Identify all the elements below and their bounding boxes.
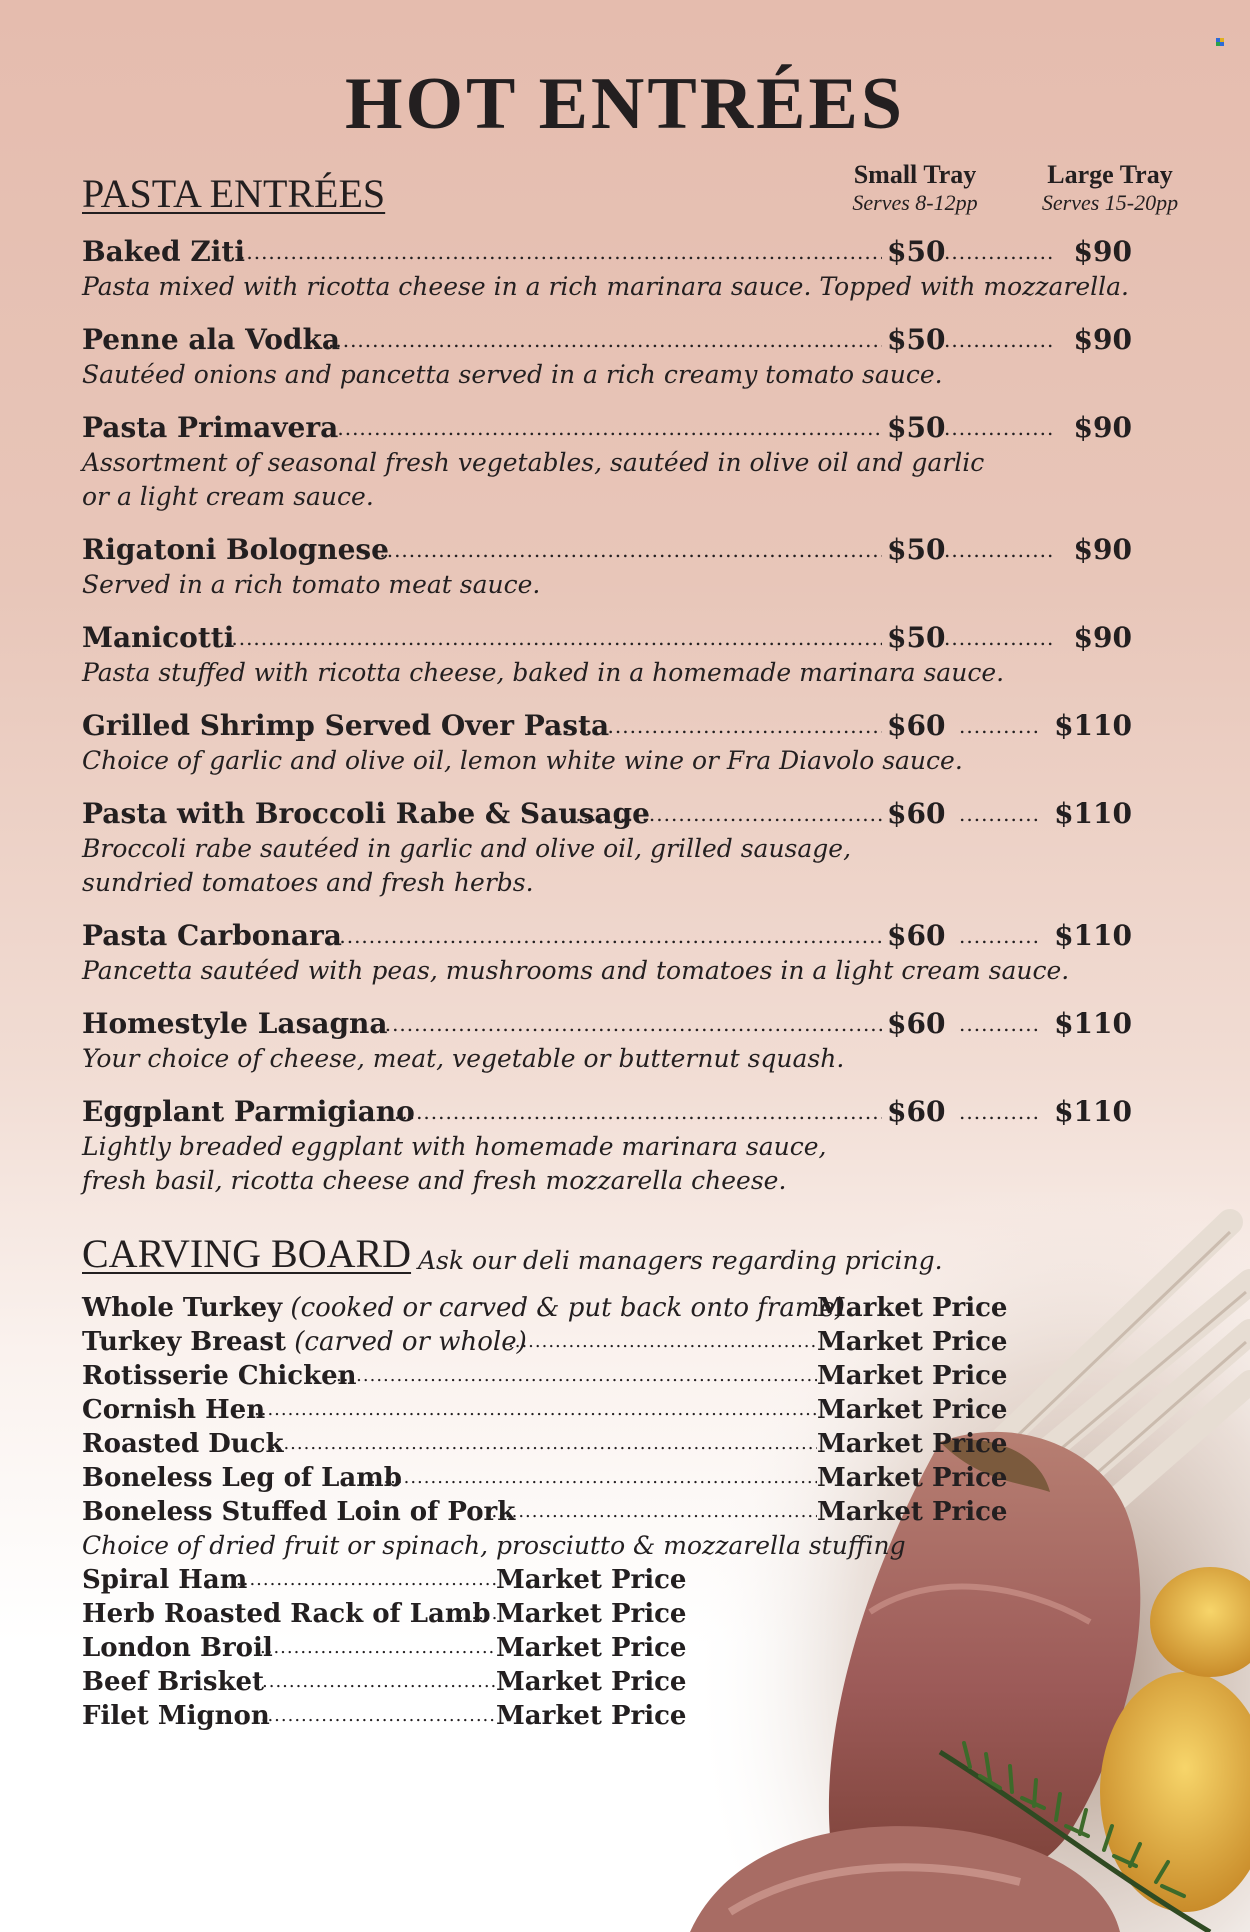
large-tray-serves: Serves 15-20pp (1041, 190, 1179, 215)
carving-item-name: Beef Brisket (82, 1667, 265, 1697)
dot-leader (508, 1325, 817, 1359)
dot-leader (372, 532, 882, 568)
dot-leader (944, 234, 1054, 270)
menu-item (82, 918, 1132, 988)
menu-item (82, 620, 1132, 690)
carving-item (82, 1563, 702, 1597)
carving-item-name: Turkey Breast (82, 1327, 286, 1357)
carving-item-name: Roasted Duck (82, 1429, 284, 1459)
dot-leader (239, 234, 882, 270)
small-price: $60 (887, 1007, 946, 1040)
carving-item-price: Market Price (817, 1463, 1008, 1493)
item-description: Assortment of seasonal fresh vegetables, sautéed in olive oil and garlic or a light cream sauce. (82, 448, 985, 511)
page-title: HOT ENTRÉES (344, 63, 906, 145)
item-description: Pasta stuffed with ricotta cheese, baked in a homemade marinara sauce. (82, 658, 1005, 687)
carving-item-name: Spiral Ham (82, 1565, 248, 1595)
carving-item-price: Market Price (817, 1395, 1008, 1425)
small-price: $50 (887, 323, 946, 356)
carving-item (82, 1359, 1008, 1393)
item-description: Broccoli rabe sautéed in garlic and olive oil, grilled sausage, sundried tomatoes and fresh herbs. (82, 834, 852, 897)
item-name: Pasta Primavera (82, 411, 339, 444)
dot-leader (328, 322, 882, 358)
carving-item (82, 1665, 702, 1699)
item-description: Choice of garlic and olive oil, lemon white wine or Fra Diavolo sauce. (82, 746, 963, 775)
dot-leader (959, 1094, 1039, 1130)
small-price: $60 (887, 797, 946, 830)
large-price: $110 (1054, 1095, 1132, 1128)
carving-item-price: Market Price (817, 1429, 1008, 1459)
item-name: Grilled Shrimp Served Over Pasta (82, 709, 610, 742)
carving-item-price: Market Price (496, 1701, 687, 1731)
item-name: Manicotti (82, 621, 235, 654)
small-price: $60 (887, 919, 946, 952)
carving-item-name: Rotisserie Chicken (82, 1361, 357, 1391)
dot-leader (370, 1461, 817, 1495)
carving-item (82, 1461, 1008, 1495)
dot-leader (224, 620, 882, 656)
small-price: $50 (887, 533, 946, 566)
dot-leader (959, 796, 1039, 832)
item-name: Penne ala Vodka (82, 323, 341, 356)
small-tray-header (815, 160, 1015, 216)
carving-item-name: Whole Turkey (82, 1293, 283, 1323)
dot-leader (944, 532, 1054, 568)
dot-leader (236, 1563, 496, 1597)
large-price: $90 (1073, 411, 1132, 444)
large-price: $110 (1054, 919, 1132, 952)
menu-item (82, 796, 1132, 900)
menu-item (82, 234, 1132, 304)
large-price: $90 (1073, 533, 1132, 566)
large-price: $110 (1054, 709, 1132, 742)
dot-leader (332, 918, 882, 954)
item-description: Pancetta sautéed with peas, mushrooms and tomatoes in a light cream sauce. (82, 956, 1070, 985)
carving-item-name: Filet Mignon (82, 1701, 270, 1731)
large-tray-header (1010, 160, 1210, 216)
carving-item (82, 1631, 702, 1665)
item-name: Pasta Carbonara (82, 919, 342, 952)
carving-item-name: London Broil (82, 1633, 273, 1663)
menu-item (82, 532, 1132, 602)
carving-item-price: Market Price (817, 1327, 1008, 1357)
large-price: $110 (1054, 1007, 1132, 1040)
small-price: $50 (887, 411, 946, 444)
menu-item (82, 322, 1132, 392)
dot-leader (568, 796, 882, 832)
dot-leader (959, 708, 1039, 744)
menu-item (82, 708, 1132, 778)
carving-item (82, 1495, 1008, 1529)
dot-leader (260, 1631, 496, 1665)
large-price: $90 (1073, 323, 1132, 356)
small-tray-title: Small Tray (853, 160, 977, 189)
small-price: $60 (887, 709, 946, 742)
small-price: $50 (887, 621, 946, 654)
item-description: Pasta mixed with ricotta cheese in a rich marinara sauce. Topped with mozzarella. (82, 272, 1129, 301)
carving-item (82, 1699, 702, 1733)
dot-leader (556, 708, 882, 744)
carving-item (82, 1393, 1008, 1427)
dot-leader (270, 1427, 817, 1461)
dot-leader (944, 410, 1054, 446)
carving-item-name: Herb Roasted Rack of Lamb (82, 1599, 491, 1629)
corner-mark-icon (1216, 38, 1224, 46)
menu-item (82, 410, 1132, 514)
carving-item-price: Market Price (496, 1667, 687, 1697)
dot-leader (959, 1006, 1039, 1042)
large-price: $90 (1073, 235, 1132, 268)
small-price: $50 (887, 235, 946, 268)
carving-item (82, 1427, 1008, 1461)
dot-leader (370, 1006, 882, 1042)
item-name: Pasta with Broccoli Rabe & Sausage (82, 797, 650, 830)
carving-item-qualifier: (cooked or carved & put back onto frame) (282, 1293, 846, 1323)
item-name: Rigatoni Bolognese (82, 533, 389, 566)
large-tray-title: Large Tray (1047, 160, 1173, 189)
small-tray-serves: Serves 8-12pp (852, 190, 978, 215)
carving-item-price: Market Price (817, 1497, 1008, 1527)
carving-item-name: Cornish Hen (82, 1395, 266, 1425)
carving-item (82, 1291, 1008, 1325)
dot-leader (458, 1597, 496, 1631)
dot-leader (254, 1699, 496, 1733)
pork-stuffing-note: Choice of dried fruit or spinach, prosciutto & mozzarella stuffing (82, 1531, 906, 1560)
item-name: Homestyle Lasagna (82, 1007, 388, 1040)
carving-item-price: Market Price (496, 1599, 687, 1629)
menu-item (82, 1094, 1132, 1198)
item-description: Served in a rich tomato meat sauce. (82, 570, 541, 599)
item-description: Your choice of cheese, meat, vegetable or butternut squash. (82, 1044, 845, 1073)
small-price: $60 (887, 1095, 946, 1128)
item-name: Baked Ziti (82, 235, 245, 268)
dot-leader (478, 1495, 817, 1529)
item-description: Sautéed onions and pancetta served in a rich creamy tomato sauce. (82, 360, 943, 389)
dot-leader (330, 410, 882, 446)
item-name: Eggplant Parmigiano (82, 1095, 415, 1128)
dot-leader (262, 1665, 496, 1699)
carving-item (82, 1597, 702, 1631)
pasta-section-heading: PASTA ENTRÉES (82, 171, 386, 216)
carving-section-heading: CARVING BOARD (82, 1231, 412, 1276)
carving-pricing-note: Ask our deli managers regarding pricing. (418, 1246, 943, 1275)
menu-item (82, 1006, 1132, 1076)
carving-item (82, 1325, 1008, 1359)
carving-item-price: Market Price (817, 1293, 1008, 1323)
carving-item-price: Market Price (496, 1633, 687, 1663)
dot-leader (336, 1359, 817, 1393)
carving-item-qualifier: (carved or whole) (286, 1327, 527, 1357)
dot-leader (944, 322, 1054, 358)
dot-leader (944, 620, 1054, 656)
large-price: $110 (1054, 797, 1132, 830)
carving-item-name: Boneless Leg of Lamb (82, 1463, 402, 1493)
dot-leader (959, 918, 1039, 954)
dot-leader (394, 1094, 882, 1130)
carving-item-price: Market Price (496, 1565, 687, 1595)
carving-item-name: Boneless Stuffed Loin of Pork (82, 1497, 516, 1527)
dot-leader (254, 1393, 817, 1427)
carving-item-price: Market Price (817, 1361, 1008, 1391)
large-price: $90 (1073, 621, 1132, 654)
item-description: Lightly breaded eggplant with homemade marinara sauce, fresh basil, ricotta cheese and fresh mozzarella cheese. (82, 1132, 827, 1195)
